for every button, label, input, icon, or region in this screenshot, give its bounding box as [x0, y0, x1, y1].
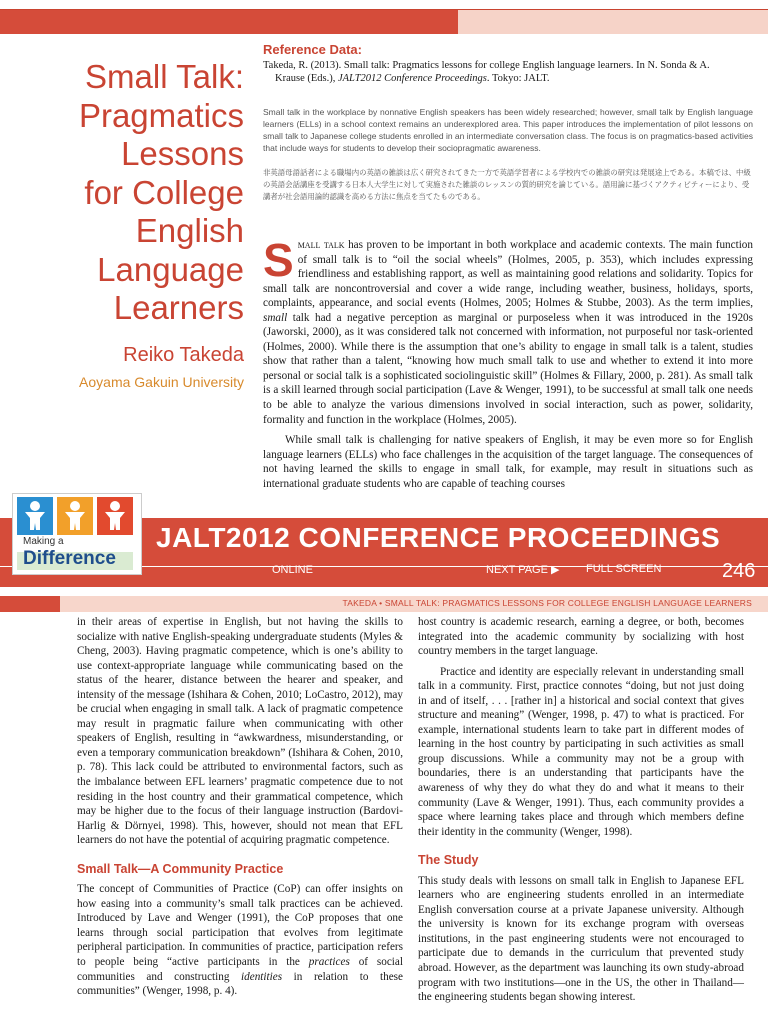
body-paragraph: in their areas of expertise in English, but not having the skills to socialize with native English-speaking undergraduate students (Myles & Cheng, 2003). Having pragmatic competence, which is one’s ability to use context-appropriate language while communicating based on the status of the hearer, distance between the hearer and speaker, and intensity of the message (Ishihara & Cohen, 2010; LoCastro, 2012), may be crucial when engaging in small talk. A lack of pragmatic competence may result in pragmatic failure when communicating with other speakers of English, resulting in “awkwardness, misunderstanding, or even a temporary communication breakdown” (Ishihara & Cohen, 2010, p. 78). This lack could be attributed to environmental factors, such as the imbalance between EFL learners’ pragmatic competence due to not residing in the host country and their grammatical competence, which may be higher due to the focus of their language instruction (Bardovi-Harlig & Dörnyei, 1998). This, however, should not mean that EFL learners do not have the potential of acquiring pragmatic competence. — [77, 616, 403, 847]
body-paragraph: Practice and identity are especially relevant in understanding small talk in a community. First, practice connotes “doing, but not just doing in and of itself, . . . [rather in] a historical and social context that gives structure and meaning” (Wenger, 1998, p. 47) to what is practiced. For example, international students learn to take part in different modes of learning in the host country by participating in such activities as small group discussions. While a community may not be a group with boundaries, there is an understanding that participants have the awareness of why they do what they do and what it means to their community (Lave & Wenger, 1991). Thus, each community provides a space where learning takes place and through which members define their identity in the community (Wenger, 1998). — [418, 665, 744, 838]
page-2-right-column — [418, 615, 744, 1005]
running-head: TAKEDA • SMALL TALK: PRAGMATICS LESSONS FOR COLLEGE ENGLISH LANGUAGE LEARNERS — [342, 598, 752, 608]
body-paragraph — [263, 234, 753, 427]
citation-editors: Krause (Eds.), — [275, 73, 338, 84]
body-paragraph — [77, 882, 403, 998]
logo-text-top: Making a — [23, 536, 64, 547]
paragraph-text: The concept of Communities of Practice (CoP) can offer insights on how easing into a community’s small talk practices can be achieved. Introduced by Lave and Wenger (1991), the CoP proposes that one learns through social participation that evolves from legitimate peripheral participation. In communities of practice, participation refers to people being “active participants in the — [77, 883, 403, 969]
citation-publisher: . Tokyo: JALT. — [486, 73, 550, 84]
top-band — [0, 10, 458, 34]
reference-heading: Reference Data: — [263, 42, 362, 57]
drop-cap: S — [263, 234, 294, 286]
abstract-japanese: 非英語母語話者による職場内の英語の雑談は広く研究されてきた一方で英語学習者による学校内での雑談の研究は発展途上である。本稿では、中級の英語会話講座を受講する日本人大学生に対して実施された雑談のレッスンの質的研究を論じている。語用論に基づくアクティビティーにより、受講者が社会語用論的認識を高める方法に焦点を当てたものである。 — [263, 168, 751, 201]
online-link[interactable]: ONLINE — [272, 564, 313, 576]
body-paragraph: While small talk is challenging for native speakers of English, it may be even more so for English language learners (ELLs) who face challenges in the acquisition of the target language. The consequences of not having learned the skills to engage in small talk, for example, may result in situations such as international graduate students who are capable of teaching courses — [263, 434, 753, 490]
title-line: Small Talk: — [85, 58, 244, 95]
body-page-1 — [263, 234, 753, 491]
body-paragraph: host country is academic research, earning a degree, or both, becomes integrated into the academic community by socializing with host country members in the target language. — [418, 616, 744, 658]
author-affiliation: Aoyama Gakuin University — [79, 374, 244, 390]
proceedings-title: JALT2012 CONFERENCE PROCEEDINGS — [156, 522, 721, 553]
title-line: English — [135, 212, 244, 249]
italic-term: identities — [241, 970, 283, 983]
page-2-left-column — [77, 615, 403, 999]
paragraph-text: has proven to be important in both workplace and academic contexts. The main function of small talk is to “oil the social wheels” (Holmes, 2005, p. 353), which includes expressing friendliness and establishing rapport, as well as maintaining good relations and solidarity. Topics for small talk are noncontroversial and cover a wide range, including weather, business, holidays, sports, complaints, appearance, and social events (Holmes, 2005; Holmes & Stubbe, 2003). As the term implies, — [263, 239, 753, 310]
title-line: for College — [84, 173, 244, 211]
citation-book-title: JALT2012 Conference Proceedings — [337, 73, 487, 84]
section-heading: Small Talk—A Community Practice — [77, 861, 284, 876]
paragraph-text: talk had a negative perception as marginal or purposeless when it was introduced in the 1920s (Jaworski, 2000), as it was considered talk not concerned with information, not purposeful nor task-oriented (Holmes, 2000). While there is the assumption that one’s ability to engage in small talk is a talent, studies show that rather than a talent, “knowing how much small talk to use and whether to extend it into more personal or social talk is a sophisticated sociolinguistic skill” (Holmes & Fillary, 2000, p. 281). As small talk is a skill learned through social participation (Lave & Wenger, 1991), to be successful at small talk one needs to be able to analyze the various dimensions involved in social interaction, such as power, solidarity, formality and function in the workplace (Holmes, 2005). — [263, 311, 753, 426]
title-line: Pragmatics — [78, 96, 244, 134]
body-paragraph: This study deals with lessons on small talk in English to Japanese EFL learners who are engineering students enrolled in an intermediate English conversation course at a private Japanese university. Although the university is known for its exchange program with overseas institutions, in the past engineering students were not encouraged to participate due to demands in the curriculum that prevented study abroad. However, as the department was launching its own study-abroad program with two institutions—one in the US, the other in Thailand—the engineering students began showing interest. — [418, 874, 744, 1004]
full-screen-button[interactable]: FULL SCREEN — [586, 563, 662, 575]
article-title — [40, 58, 244, 328]
italic-term: small — [263, 311, 288, 324]
citation-line-1: Takeda, R. (2013). Small talk: Pragmatics lessons for college English language learners. In N. Sonda & A. — [263, 60, 710, 71]
top-band-light — [458, 10, 768, 34]
italic-term: practices — [308, 956, 350, 969]
page-number: 246 — [722, 560, 756, 582]
paragraph-text: in relation to these communities” (Wenger, 1998, p. 4). — [77, 970, 403, 998]
small-caps-lead: mall talk — [297, 239, 345, 251]
making-a-difference-logo — [12, 493, 142, 575]
title-line: Language — [97, 250, 244, 288]
author-name: Reiko Takeda — [123, 344, 244, 366]
abstract-english: Small talk in the workplace by nonnative English speakers has been widely researched; however, small talk by English language learners (ELLs) in a school context remains an underexplored area. This paper introduces the implementation of pilot lessons on small talk to Japanese college students enrolled in an intermediate conversation class. The focus is on pragmatics-based activities that include ways for students to develop their sociopragmatic awareness. — [263, 107, 753, 153]
section-heading: The Study — [418, 853, 479, 868]
title-line: Learners — [113, 289, 244, 326]
paragraph-text: of social communities and constructing — [77, 956, 403, 983]
title-line: Lessons — [121, 135, 244, 172]
citation-line-2 — [263, 72, 753, 85]
running-head-accent — [0, 596, 60, 612]
reference-citation — [263, 59, 753, 85]
logo-text-bottom: Difference — [23, 548, 116, 569]
next-page-button[interactable]: NEXT PAGE ▶ — [486, 564, 560, 576]
